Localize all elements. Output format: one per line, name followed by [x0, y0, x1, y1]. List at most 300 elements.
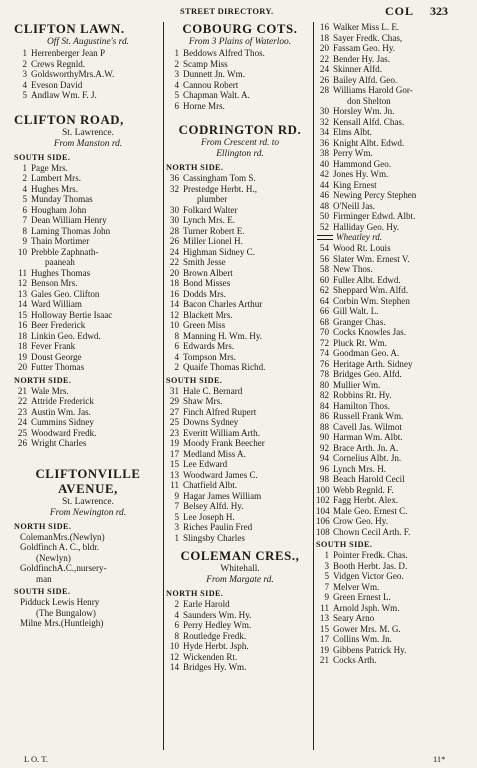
resident-name: Arnold Jsph. Wm.	[333, 602, 400, 613]
house-number: 4	[22, 183, 27, 194]
resident-name: Wickenden Rt.	[183, 651, 238, 662]
house-number: 31	[169, 385, 179, 396]
resident-name: Edwards Mrs.	[183, 341, 235, 351]
house-number: 6	[174, 620, 179, 630]
directory-entry	[14, 268, 162, 279]
directory-entry	[166, 69, 314, 80]
directory-entry	[14, 341, 162, 352]
house-number: 2	[174, 58, 179, 69]
street-location-cont: Ellington rd.	[216, 149, 264, 159]
directory-entry	[316, 338, 466, 349]
resident-name: Hagar James William	[183, 490, 262, 501]
directory-entry	[316, 275, 466, 286]
street-cliftonville-avenue	[14, 467, 162, 629]
street-location: From Crescent rd. to	[200, 138, 280, 148]
directory-entry	[316, 369, 466, 380]
resident-name: Bailey Alfd. Geo.	[333, 74, 398, 85]
house-number: 58	[319, 264, 329, 274]
house-number: 46	[319, 190, 329, 200]
house-number: 1	[22, 162, 27, 173]
house-number: 17	[319, 634, 329, 644]
directory-entry	[166, 341, 314, 352]
directory-entry	[166, 470, 314, 481]
house-number: 3	[22, 69, 27, 79]
entry-list	[14, 386, 162, 449]
house-number: 82	[319, 390, 329, 400]
side-heading: NORTH SIDE.	[14, 375, 72, 385]
directory-entry	[316, 54, 466, 65]
directory-entry	[316, 495, 466, 506]
house-number: 8	[22, 225, 27, 236]
resident-name: Austin Wm. Jas.	[31, 406, 91, 417]
house-number: 16	[169, 288, 179, 299]
street-coleman-cres	[166, 549, 314, 673]
directory-entry	[14, 320, 162, 331]
column-right	[316, 22, 466, 750]
directory-entry	[316, 285, 466, 296]
directory-entry	[166, 101, 314, 112]
resident-name: Cavell Jas. Wilmot	[333, 421, 402, 432]
directory-entry	[14, 69, 162, 80]
directory-entry	[316, 159, 466, 170]
street-title: CODRINGTON RD.	[178, 123, 302, 137]
house-number: 7	[324, 581, 329, 592]
directory-entry	[316, 443, 466, 454]
directory-entry	[166, 205, 314, 216]
directory-entry: ColemanMrs.(Newlyn)	[20, 531, 105, 542]
resident-name: Beddows Alfred Thos.	[183, 48, 265, 58]
resident-name: Elms Albt.	[333, 127, 372, 137]
directory-entry	[14, 48, 162, 59]
resident-name: Saunders Wm. Hy.	[183, 609, 252, 620]
house-number: 5	[174, 90, 179, 100]
directory-entry: (The Bungalow)	[36, 607, 96, 618]
house-number: 102	[316, 495, 330, 505]
directory-entry	[316, 506, 466, 517]
house-number: 56	[319, 253, 329, 264]
resident-name: Slater Wm. Ernest V.	[333, 253, 410, 264]
house-number: 42	[319, 169, 329, 179]
directory-entry	[316, 485, 466, 496]
street-clifton-lawn	[14, 22, 162, 101]
house-number: 96	[319, 463, 329, 474]
house-number: 19	[319, 644, 329, 655]
house-number: 20	[169, 267, 179, 278]
resident-name: Hyde Herbt. Jsph.	[183, 641, 249, 651]
resident-name: Male Geo. Ernest C.	[333, 505, 408, 516]
directory-entry	[166, 491, 314, 502]
house-number: 48	[319, 200, 329, 211]
resident-name: Attride Frederick	[31, 396, 94, 406]
resident-name: Gill Walt. L.	[333, 306, 379, 316]
entry-list	[166, 386, 314, 544]
resident-name: Woodward Fredk.	[31, 427, 97, 438]
directory-entry	[166, 620, 314, 631]
resident-name: Chapman Walt. A.	[183, 90, 250, 100]
directory-entry	[166, 438, 314, 449]
directory-entry	[166, 289, 314, 300]
resident-name: Cannou Robert	[183, 79, 239, 90]
directory-entry: GoldfinchA.C.,nursery-	[20, 563, 107, 573]
house-number: 28	[319, 85, 329, 95]
directory-entry	[166, 59, 314, 70]
resident-name: Granger Chas.	[333, 316, 386, 327]
resident-name: Gower Mrs. M. G.	[333, 623, 401, 634]
house-number: 18	[17, 341, 27, 351]
resident-name: Seary Arno	[333, 613, 375, 623]
house-number: 32	[169, 183, 179, 194]
house-number: 16	[319, 22, 329, 32]
directory-entry	[316, 453, 466, 464]
house-number: 2	[174, 599, 179, 609]
directory-entry	[316, 180, 466, 191]
directory-entry	[166, 386, 314, 397]
resident-name: Andlaw Wm. F. J.	[31, 90, 97, 100]
resident-name: Medland Miss A.	[183, 448, 246, 459]
resident-name: Scamp Miss	[183, 58, 228, 69]
resident-name: Wale Mrs.	[31, 385, 69, 396]
resident-name: Robbins Rt. Hy.	[333, 390, 392, 400]
resident-name: Quaife Thomas Richd.	[183, 362, 266, 372]
directory-entry	[166, 299, 314, 310]
house-number: 6	[174, 100, 179, 111]
directory-entry	[316, 645, 466, 656]
house-number: 11	[170, 480, 179, 490]
house-number: 52	[319, 221, 329, 232]
house-number: 100	[316, 484, 330, 495]
resident-name: Fassam Geo. Hy.	[333, 43, 396, 53]
directory-entry	[316, 117, 466, 128]
directory-entry	[316, 634, 466, 645]
resident-name: Smith Jesse	[183, 257, 226, 267]
directory-entry	[316, 582, 466, 593]
house-number: 18	[17, 330, 27, 341]
house-number: 3	[324, 560, 329, 571]
resident-name: Williams Harold Gor-	[333, 85, 413, 95]
footer-right: 11*	[433, 754, 446, 764]
footer-left: L O. T.	[24, 754, 48, 764]
house-number: 86	[319, 411, 329, 421]
directory-entry	[316, 211, 466, 222]
resident-name: Bacon Charles Arthur	[183, 299, 263, 309]
house-number: 60	[319, 274, 329, 285]
directory-entry	[316, 550, 466, 561]
directory-entry	[166, 173, 314, 184]
resident-name: Green Miss	[183, 320, 226, 330]
house-number: 36	[169, 173, 179, 183]
house-number: 40	[319, 158, 329, 169]
house-number: 22	[17, 396, 27, 406]
house-number: 22	[319, 53, 329, 64]
directory-entry	[316, 169, 466, 180]
resident-name: Knight Albt. Edwd.	[333, 137, 405, 148]
directory-entry: man	[36, 573, 52, 584]
resident-name: Chatfield Albt.	[183, 480, 238, 490]
house-number: 78	[319, 369, 329, 379]
resident-name: plumber	[197, 194, 228, 204]
house-number: 24	[17, 417, 27, 427]
resident-name: Belsey Alfd. Hy.	[183, 501, 244, 511]
directory-entry: Milne Mrs.(Huntleigh)	[20, 618, 104, 628]
street-title: COBOURG COTS.	[182, 22, 298, 36]
resident-name: Fever Frank	[31, 341, 76, 351]
resident-name: Collins Wm. Jn.	[333, 634, 392, 644]
resident-name: Downs Sydney	[183, 417, 239, 427]
entry-list	[316, 550, 466, 666]
directory-entry	[316, 359, 466, 370]
resident-name: Manning H. Wm. Hy.	[183, 330, 263, 341]
house-number: 11	[320, 602, 329, 613]
directory-entry	[316, 516, 466, 527]
house-number: 30	[169, 204, 179, 215]
house-number: 10	[169, 641, 179, 651]
resident-name: Mullier Wm.	[333, 379, 381, 390]
directory-entry	[14, 289, 162, 300]
resident-name: Cummins Sidney	[31, 417, 94, 427]
house-number: 36	[319, 137, 329, 148]
resident-name: Vidgen Victor Geo.	[333, 571, 404, 581]
directory-entry	[14, 362, 162, 373]
directory-entry	[316, 33, 466, 44]
directory-entry	[316, 96, 466, 107]
house-number: 26	[319, 74, 329, 85]
directory-entry	[316, 190, 466, 201]
street-title-cont: AVENUE,	[58, 481, 118, 496]
house-number: 72	[319, 337, 329, 348]
house-number: 14	[169, 299, 179, 309]
directory-entry	[316, 571, 466, 582]
house-number: 12	[169, 651, 179, 662]
directory-entry	[166, 631, 314, 642]
house-number: 10	[169, 320, 179, 330]
directory-entry	[166, 512, 314, 523]
house-number: 94	[319, 453, 329, 463]
page-number: 323	[430, 4, 448, 18]
house-number: 29	[169, 396, 179, 406]
resident-name: Crow Geo. Hy.	[333, 516, 388, 526]
directory-entry	[166, 48, 314, 59]
house-number: 2	[22, 173, 27, 183]
resident-name: Bridges Hy. Wm.	[183, 662, 247, 672]
directory-entry	[14, 215, 162, 226]
resident-name: Horsley Wm. Jn.	[333, 106, 395, 116]
street-location: From Newington rd.	[49, 507, 127, 518]
directory-entry	[316, 306, 466, 317]
directory-entry	[14, 163, 162, 174]
house-number: 34	[319, 127, 329, 137]
house-number: 24	[169, 246, 179, 257]
house-number: 80	[319, 379, 329, 390]
resident-name: Hammond Geo.	[333, 158, 392, 169]
directory-entry	[316, 201, 466, 212]
directory-entry	[316, 624, 466, 635]
resident-name: Pointer Fredk. Chas.	[333, 550, 408, 560]
resident-name: GoldsworthyMrs.A.W.	[31, 69, 115, 79]
directory-entry	[316, 613, 466, 624]
directory-entry	[316, 655, 466, 666]
house-number: 4	[174, 351, 179, 362]
house-number: 4	[174, 609, 179, 620]
directory-entry	[316, 380, 466, 391]
directory-entry	[166, 610, 314, 621]
resident-name: Fagg Herbt. Alex.	[333, 495, 399, 505]
resident-name: Turner Robert E.	[183, 225, 245, 236]
house-number: 8	[174, 630, 179, 641]
entry-list	[316, 22, 466, 232]
resident-name: Doust George	[31, 351, 82, 362]
house-number: 25	[17, 427, 27, 438]
directory-entry	[166, 247, 314, 258]
house-number: 3	[174, 69, 179, 79]
resident-name: Eveson David	[31, 79, 83, 90]
resident-name: Lee Joseph H.	[183, 511, 235, 522]
resident-name: Sayer Fredk. Chas,	[333, 32, 403, 43]
resident-name: Horne Mrs.	[183, 100, 225, 111]
street-title: CLIFTON ROAD,	[14, 112, 124, 127]
directory-entry	[316, 243, 466, 254]
house-number: 62	[319, 285, 329, 295]
resident-name: Harman Wm. Albt.	[333, 432, 403, 442]
directory-entry	[166, 480, 314, 491]
resident-name: Lee Edward	[183, 459, 228, 469]
entry-list	[166, 599, 314, 673]
directory-entry: (Newlyn)	[36, 552, 71, 563]
resident-name: Holloway Bertie Isaac	[31, 309, 113, 320]
resident-name: Goodman Geo. A.	[333, 348, 400, 358]
resident-name: Newing Percy Stephen	[333, 190, 417, 200]
resident-name: Linkin Geo. Edwd.	[31, 330, 101, 341]
house-number: 27	[169, 406, 179, 417]
house-number: 74	[319, 348, 329, 358]
directory-entry	[14, 396, 162, 407]
directory-entry	[316, 474, 466, 485]
house-number: 20	[17, 362, 27, 372]
resident-name: Hale C. Bernard	[183, 385, 243, 396]
resident-name: Herrenberger Jean P	[31, 48, 106, 58]
house-number: 90	[319, 432, 329, 442]
house-number: 9	[324, 592, 329, 602]
house-number: 5	[324, 571, 329, 581]
directory-entry	[14, 257, 162, 268]
directory-entry	[166, 459, 314, 470]
street-title: CLIFTON LAWN.	[14, 22, 125, 36]
directory-entry	[14, 310, 162, 321]
resident-name: Hougham John	[31, 204, 87, 215]
house-number: 2	[22, 58, 27, 69]
resident-name: Webb Regnld. F.	[333, 484, 394, 495]
house-number: 76	[319, 358, 329, 369]
directory-entry	[14, 226, 162, 237]
resident-name: Benson Mrs.	[31, 278, 78, 288]
house-number: 25	[169, 417, 179, 427]
house-number: 6	[174, 341, 179, 351]
directory-entry	[316, 401, 466, 412]
house-number: 1	[324, 550, 329, 560]
resident-name: Bender Hy. Jas.	[333, 53, 390, 64]
house-number: 9	[174, 490, 179, 501]
directory-entry: Pidduck Lewis Henry	[20, 597, 100, 607]
directory-entry	[316, 348, 466, 359]
directory-entry	[316, 148, 466, 159]
resident-name: Brace Arth. Jn. A.	[333, 442, 399, 453]
directory-entry	[14, 278, 162, 289]
street-clifton-road	[14, 113, 162, 449]
side-heading: NORTH SIDE.	[14, 521, 72, 531]
directory-entry	[166, 428, 314, 439]
directory-entry	[166, 310, 314, 321]
resident-name: Beer Frederick	[31, 320, 86, 330]
house-number: 104	[316, 505, 330, 516]
directory-entry	[14, 299, 162, 310]
directory-entry	[14, 59, 162, 70]
resident-name: Lambert Mrs.	[31, 173, 82, 183]
house-number: 88	[319, 421, 329, 432]
resident-name: Fuller Albt. Edwd.	[333, 274, 401, 285]
house-number: 12	[17, 278, 27, 288]
resident-name: Booth Herbt. Jas. D.	[333, 560, 408, 571]
house-number: 19	[169, 438, 179, 448]
directory-entry	[166, 278, 314, 289]
resident-name: Routledge Fredk.	[183, 630, 247, 641]
directory-entry	[316, 317, 466, 328]
directory-entry	[316, 85, 466, 96]
resident-name: Hughes Thomas	[31, 267, 91, 278]
directory-entry	[316, 254, 466, 265]
resident-name: Riches Paulin Fred	[183, 522, 253, 532]
house-number: 24	[319, 64, 329, 74]
resident-name: Moody Frank Beecher	[183, 438, 265, 448]
house-number: 92	[319, 442, 329, 453]
entry-list	[14, 532, 162, 585]
street-district: St. Lawrence.	[62, 496, 114, 507]
resident-name: Laming Thomas John	[31, 225, 111, 236]
house-number: 26	[169, 236, 179, 246]
resident-name: Folkard Walter	[183, 204, 238, 215]
street-district: Whitehall.	[220, 564, 260, 574]
resident-name: Crews Regnld.	[31, 58, 86, 69]
resident-name: Firminger Edwd. Albt.	[333, 211, 416, 221]
resident-name: Blackett Mrs.	[183, 309, 233, 320]
resident-name: Miller Lionel H.	[183, 236, 243, 246]
house-number: 50	[319, 211, 329, 221]
directory-entry	[316, 411, 466, 422]
directory-entry	[166, 268, 314, 279]
column-middle	[166, 22, 314, 750]
house-number: 54	[319, 243, 329, 253]
directory-entry	[14, 236, 162, 247]
directory-entry	[166, 352, 314, 363]
house-number: 44	[319, 179, 329, 190]
house-number: 66	[319, 306, 329, 316]
directory-entry	[316, 422, 466, 433]
entry-list	[14, 597, 162, 629]
directory-entry	[316, 603, 466, 614]
resident-name: Wood Rt. Louis	[333, 243, 391, 253]
resident-name: Perry Hedley Wm.	[183, 620, 252, 630]
column-rule-1	[163, 22, 164, 750]
resident-name: Russell Frank Wm.	[333, 411, 404, 421]
resident-name: Everitt William Arth.	[183, 427, 261, 438]
directory-entry	[316, 138, 466, 149]
directory-entry	[166, 407, 314, 418]
directory-entry	[166, 533, 314, 544]
directory-entry	[316, 327, 466, 338]
directory-entry	[166, 320, 314, 331]
street-cobourg-cots	[166, 22, 314, 111]
house-number: 19	[17, 351, 27, 362]
house-number: 4	[174, 79, 179, 90]
directory-entry	[166, 522, 314, 533]
